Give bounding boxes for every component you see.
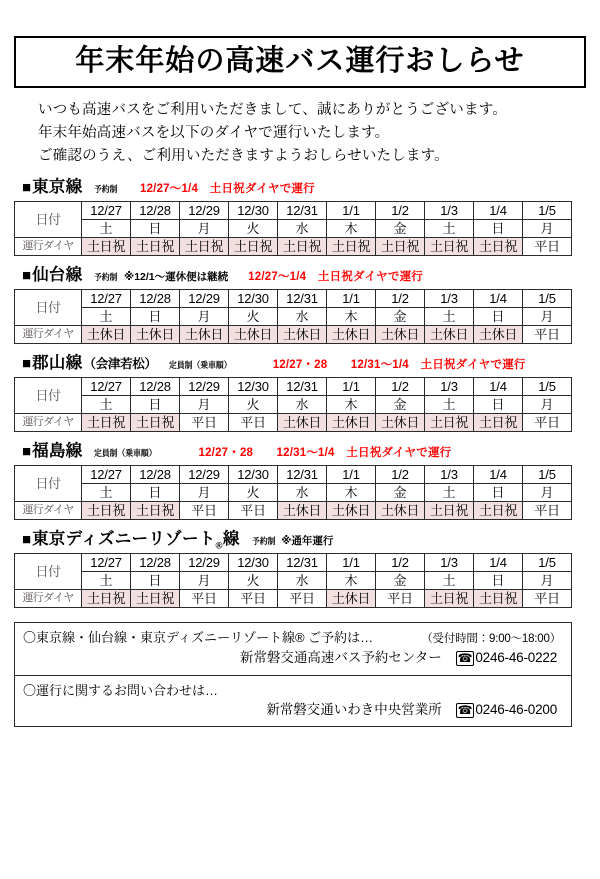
weekday-cell: 土 bbox=[425, 220, 474, 238]
date-cell: 1/3 bbox=[425, 378, 474, 396]
date-cell: 12/27 bbox=[82, 466, 131, 484]
weekday-cell: 月 bbox=[523, 484, 572, 502]
date-row-label: 日付 bbox=[15, 290, 82, 326]
date-cell: 12/28 bbox=[131, 290, 180, 308]
contact-phone bbox=[456, 702, 557, 717]
table-row bbox=[15, 238, 572, 256]
schedule-table bbox=[14, 289, 572, 344]
route-red-annotation: 12/27〜1/4 土日祝ダイヤで運行 bbox=[139, 183, 315, 196]
date-cell: 1/5 bbox=[523, 378, 572, 396]
date-row-label: 日付 bbox=[15, 554, 82, 590]
intro-line: ご確認のうえ、ご利用いただきますようおしらせいたします。 bbox=[38, 148, 449, 165]
date-cell: 12/29 bbox=[180, 466, 229, 484]
diagram-cell: 平日 bbox=[376, 590, 425, 608]
route-extra-note: ※12/1〜運休便は継続 bbox=[123, 271, 229, 284]
weekday-cell: 月 bbox=[180, 396, 229, 414]
date-cell: 1/4 bbox=[474, 202, 523, 220]
route-name: 東京ディズニーリゾート$_®$線 bbox=[32, 530, 240, 552]
weekday-cell: 日 bbox=[131, 308, 180, 326]
square-bullet-icon: ■ bbox=[22, 355, 32, 373]
date-cell: 12/28 bbox=[131, 554, 180, 572]
weekday-cell: 木 bbox=[327, 396, 376, 414]
weekday-cell: 日 bbox=[474, 396, 523, 414]
weekday-cell: 土 bbox=[82, 220, 131, 238]
weekday-cell: 日 bbox=[474, 572, 523, 590]
diagram-cell: 土日祝 bbox=[180, 238, 229, 256]
weekday-cell: 日 bbox=[131, 572, 180, 590]
schedule-table bbox=[14, 465, 572, 520]
weekday-cell: 月 bbox=[523, 396, 572, 414]
route-heading bbox=[14, 443, 586, 462]
diagram-cell: 土休日 bbox=[327, 326, 376, 344]
date-cell: 1/1 bbox=[327, 202, 376, 220]
weekday-cell: 水 bbox=[278, 484, 327, 502]
diagram-row-label: 運行ダイヤ bbox=[15, 502, 82, 520]
date-cell: 1/3 bbox=[425, 554, 474, 572]
date-cell: 12/29 bbox=[180, 554, 229, 572]
date-cell: 12/31 bbox=[278, 554, 327, 572]
route-section bbox=[14, 179, 586, 256]
date-cell: 12/30 bbox=[229, 378, 278, 396]
weekday-cell: 水 bbox=[278, 308, 327, 326]
date-cell: 12/27 bbox=[82, 378, 131, 396]
diagram-cell: 土休日 bbox=[131, 326, 180, 344]
date-cell: 1/1 bbox=[327, 466, 376, 484]
weekday-cell: 日 bbox=[474, 308, 523, 326]
date-cell: 1/1 bbox=[327, 554, 376, 572]
table-row bbox=[15, 484, 572, 502]
date-cell: 1/2 bbox=[376, 290, 425, 308]
weekday-cell: 日 bbox=[131, 484, 180, 502]
diagram-cell: 土日祝 bbox=[474, 414, 523, 432]
page-title: 年末年始の高速バス運行おしらせ bbox=[75, 45, 525, 77]
date-cell: 1/2 bbox=[376, 554, 425, 572]
date-row-label: 日付 bbox=[15, 202, 82, 238]
date-cell: 12/31 bbox=[278, 202, 327, 220]
registered-trademark-icon: ® bbox=[215, 540, 223, 552]
schedule-table bbox=[14, 377, 572, 432]
diagram-row-label: 運行ダイヤ bbox=[15, 326, 82, 344]
diagram-cell: 土日祝 bbox=[425, 502, 474, 520]
diagram-cell: 土日祝 bbox=[376, 238, 425, 256]
diagram-row-label: 運行ダイヤ bbox=[15, 414, 82, 432]
date-cell: 12/30 bbox=[229, 554, 278, 572]
diagram-cell: 土休日 bbox=[278, 326, 327, 344]
date-cell: 12/27 bbox=[82, 554, 131, 572]
diagram-cell: 土日祝 bbox=[425, 590, 474, 608]
diagram-cell: 平日 bbox=[229, 414, 278, 432]
weekday-cell: 月 bbox=[523, 220, 572, 238]
weekday-cell: 火 bbox=[229, 396, 278, 414]
contact-office-name: 新常磐交通高速バス予約センター bbox=[239, 650, 442, 666]
weekday-cell: 火 bbox=[229, 484, 278, 502]
date-cell: 1/5 bbox=[523, 466, 572, 484]
date-cell: 1/2 bbox=[376, 202, 425, 220]
diagram-cell: 平日 bbox=[523, 238, 572, 256]
contact-headline: 〇運行に関するお問い合わせは… bbox=[23, 682, 219, 698]
weekday-cell: 月 bbox=[180, 308, 229, 326]
table-row bbox=[15, 466, 572, 484]
diagram-cell: 土日祝 bbox=[131, 238, 180, 256]
diagram-row-label: 運行ダイヤ bbox=[15, 238, 82, 256]
weekday-cell: 土 bbox=[82, 572, 131, 590]
weekday-cell: 木 bbox=[327, 484, 376, 502]
route-section bbox=[14, 355, 586, 432]
date-cell: 1/3 bbox=[425, 290, 474, 308]
weekday-cell: 木 bbox=[327, 572, 376, 590]
table-row bbox=[15, 396, 572, 414]
diagram-cell: 土日祝 bbox=[82, 590, 131, 608]
diagram-cell: 土日祝 bbox=[229, 238, 278, 256]
date-cell: 12/31 bbox=[278, 466, 327, 484]
route-name: 福島線 bbox=[32, 442, 83, 461]
weekday-cell: 水 bbox=[278, 220, 327, 238]
diagram-cell: 土日祝 bbox=[474, 590, 523, 608]
contact-block-reservation bbox=[15, 623, 571, 675]
diagram-cell: 土日祝 bbox=[278, 238, 327, 256]
date-cell: 12/31 bbox=[278, 378, 327, 396]
weekday-cell: 月 bbox=[523, 308, 572, 326]
date-cell: 12/30 bbox=[229, 290, 278, 308]
date-cell: 12/27 bbox=[82, 202, 131, 220]
route-reservation-note: 予約制 bbox=[94, 184, 118, 195]
weekday-cell: 日 bbox=[131, 220, 180, 238]
diagram-cell: 平日 bbox=[180, 502, 229, 520]
weekday-cell: 木 bbox=[327, 220, 376, 238]
weekday-cell: 水 bbox=[278, 396, 327, 414]
square-bullet-icon: ■ bbox=[22, 443, 32, 461]
table-row bbox=[15, 572, 572, 590]
diagram-cell: 土日祝 bbox=[327, 238, 376, 256]
square-bullet-icon: ■ bbox=[22, 267, 32, 285]
weekday-cell: 月 bbox=[180, 484, 229, 502]
diagram-cell: 平日 bbox=[523, 326, 572, 344]
table-row bbox=[15, 220, 572, 238]
diagram-cell: 土日祝 bbox=[425, 238, 474, 256]
weekday-cell: 月 bbox=[180, 572, 229, 590]
route-reservation-note: 定員制（乗車順） bbox=[168, 360, 232, 371]
route-extra-note: ※通年運行 bbox=[281, 535, 334, 548]
table-row bbox=[15, 554, 572, 572]
notice-page bbox=[0, 36, 600, 879]
weekday-cell: 木 bbox=[327, 308, 376, 326]
square-bullet-icon: ■ bbox=[22, 531, 32, 549]
date-cell: 1/4 bbox=[474, 466, 523, 484]
route-reservation-note: 予約制 bbox=[251, 536, 276, 547]
intro-line: いつも高速バスをご利用いただきまして、誠にありがとうございます。 bbox=[38, 102, 507, 119]
table-row bbox=[15, 502, 572, 520]
route-name: 郡山線 bbox=[32, 354, 83, 373]
weekday-cell: 水 bbox=[278, 572, 327, 590]
diagram-cell: 平日 bbox=[278, 590, 327, 608]
diagram-cell: 土休日 bbox=[229, 326, 278, 344]
weekday-cell: 火 bbox=[229, 308, 278, 326]
page-title-box bbox=[14, 36, 586, 88]
date-cell: 1/4 bbox=[474, 554, 523, 572]
diagram-cell: 土休日 bbox=[474, 326, 523, 344]
diagram-cell: 土休日 bbox=[327, 502, 376, 520]
diagram-cell: 土休日 bbox=[327, 414, 376, 432]
diagram-cell: 平日 bbox=[229, 502, 278, 520]
diagram-cell: 平日 bbox=[523, 502, 572, 520]
telephone-icon: ☎ bbox=[457, 703, 473, 718]
table-row bbox=[15, 590, 572, 608]
diagram-cell: 土休日 bbox=[327, 590, 376, 608]
intro-line: 年末年始高速バスを以下のダイヤで運行いたします。 bbox=[38, 125, 390, 142]
date-cell: 1/2 bbox=[376, 466, 425, 484]
date-cell: 12/28 bbox=[131, 466, 180, 484]
diagram-row-label: 運行ダイヤ bbox=[15, 590, 82, 608]
route-red-annotation: 12/27〜1/4 土日祝ダイヤで運行 bbox=[248, 271, 423, 284]
weekday-cell: 土 bbox=[425, 396, 474, 414]
weekday-cell: 土 bbox=[425, 308, 474, 326]
diagram-cell: 平日 bbox=[523, 590, 572, 608]
diagram-cell: 平日 bbox=[180, 590, 229, 608]
square-bullet-icon: ■ bbox=[22, 179, 32, 197]
date-cell: 1/4 bbox=[474, 378, 523, 396]
weekday-cell: 火 bbox=[229, 572, 278, 590]
route-section bbox=[14, 267, 586, 344]
contact-block-operations bbox=[15, 675, 571, 727]
schedule-table bbox=[14, 201, 572, 256]
weekday-cell: 月 bbox=[523, 572, 572, 590]
route-sections bbox=[14, 179, 586, 608]
table-row bbox=[15, 202, 572, 220]
route-heading bbox=[14, 179, 586, 198]
route-heading bbox=[14, 531, 586, 550]
contact-hours: （受付時間：9:00〜18:00） bbox=[421, 633, 561, 646]
table-row bbox=[15, 290, 572, 308]
weekday-cell: 日 bbox=[474, 220, 523, 238]
weekday-cell: 土 bbox=[425, 484, 474, 502]
date-cell: 1/3 bbox=[425, 466, 474, 484]
diagram-cell: 土日祝 bbox=[425, 414, 474, 432]
date-cell: 12/29 bbox=[180, 378, 229, 396]
diagram-cell: 土日祝 bbox=[131, 502, 180, 520]
schedule-table bbox=[14, 553, 572, 608]
table-row bbox=[15, 378, 572, 396]
diagram-cell: 土日祝 bbox=[82, 238, 131, 256]
weekday-cell: 金 bbox=[376, 572, 425, 590]
route-name: 東京線 bbox=[32, 178, 83, 197]
diagram-cell: 平日 bbox=[180, 414, 229, 432]
intro-paragraph bbox=[14, 99, 586, 168]
route-reservation-note: 予約制 bbox=[94, 272, 118, 283]
diagram-cell: 土日祝 bbox=[131, 590, 180, 608]
date-row-label: 日付 bbox=[15, 378, 82, 414]
contact-headline: 〇東京線・仙台線・東京ディズニーリゾート線® ご予約は… bbox=[23, 630, 374, 646]
route-red-annotation: 12/27・28 12/31〜1/4 土日祝ダイヤで運行 bbox=[198, 447, 452, 460]
diagram-cell: 土休日 bbox=[278, 414, 327, 432]
weekday-cell: 火 bbox=[229, 220, 278, 238]
date-cell: 12/28 bbox=[131, 378, 180, 396]
telephone-icon: ☎ bbox=[457, 651, 473, 666]
date-cell: 1/1 bbox=[327, 378, 376, 396]
table-row bbox=[15, 308, 572, 326]
diagram-cell: 平日 bbox=[523, 414, 572, 432]
diagram-cell: 平日 bbox=[229, 590, 278, 608]
diagram-cell: 土休日 bbox=[425, 326, 474, 344]
contact-phone-number: 0246-46-0200 bbox=[475, 702, 557, 718]
diagram-cell: 土日祝 bbox=[474, 502, 523, 520]
diagram-cell: 土日祝 bbox=[131, 414, 180, 432]
route-section bbox=[14, 443, 586, 520]
weekday-cell: 土 bbox=[82, 396, 131, 414]
table-row bbox=[15, 414, 572, 432]
weekday-cell: 金 bbox=[376, 396, 425, 414]
date-cell: 12/28 bbox=[131, 202, 180, 220]
route-subtitle: （会津若松） bbox=[83, 357, 157, 372]
date-cell: 1/4 bbox=[474, 290, 523, 308]
date-cell: 1/3 bbox=[425, 202, 474, 220]
diagram-cell: 土休日 bbox=[376, 414, 425, 432]
route-name: 仙台線 bbox=[32, 266, 83, 285]
diagram-cell: 土日祝 bbox=[82, 502, 131, 520]
date-cell: 1/1 bbox=[327, 290, 376, 308]
weekday-cell: 土 bbox=[82, 308, 131, 326]
weekday-cell: 金 bbox=[376, 308, 425, 326]
diagram-cell: 土休日 bbox=[376, 502, 425, 520]
date-cell: 12/29 bbox=[180, 290, 229, 308]
weekday-cell: 月 bbox=[180, 220, 229, 238]
contact-phone bbox=[456, 650, 557, 665]
diagram-cell: 土休日 bbox=[180, 326, 229, 344]
date-cell: 1/5 bbox=[523, 202, 572, 220]
route-heading bbox=[14, 267, 586, 286]
contact-phone-number: 0246-46-0222 bbox=[475, 650, 557, 666]
diagram-cell: 土日祝 bbox=[82, 414, 131, 432]
weekday-cell: 土 bbox=[82, 484, 131, 502]
contact-box bbox=[14, 622, 572, 727]
table-row bbox=[15, 326, 572, 344]
diagram-cell: 土休日 bbox=[376, 326, 425, 344]
diagram-cell: 土日祝 bbox=[474, 238, 523, 256]
date-cell: 12/29 bbox=[180, 202, 229, 220]
route-reservation-note: 定員制（乗車順） bbox=[94, 448, 158, 459]
weekday-cell: 日 bbox=[474, 484, 523, 502]
date-cell: 12/30 bbox=[229, 202, 278, 220]
contact-office-name: 新常磐交通いわき中央営業所 bbox=[266, 702, 442, 718]
date-cell: 12/31 bbox=[278, 290, 327, 308]
weekday-cell: 金 bbox=[376, 220, 425, 238]
weekday-cell: 土 bbox=[425, 572, 474, 590]
weekday-cell: 金 bbox=[376, 484, 425, 502]
date-cell: 1/2 bbox=[376, 378, 425, 396]
date-cell: 12/30 bbox=[229, 466, 278, 484]
diagram-cell: 土休日 bbox=[82, 326, 131, 344]
route-heading bbox=[14, 355, 586, 374]
date-row-label: 日付 bbox=[15, 466, 82, 502]
weekday-cell: 日 bbox=[131, 396, 180, 414]
date-cell: 12/27 bbox=[82, 290, 131, 308]
date-cell: 1/5 bbox=[523, 554, 572, 572]
diagram-cell: 土休日 bbox=[278, 502, 327, 520]
date-cell: 1/5 bbox=[523, 290, 572, 308]
route-red-annotation: 12/27・28 12/31〜1/4 土日祝ダイヤで運行 bbox=[272, 359, 526, 372]
route-section bbox=[14, 531, 586, 608]
